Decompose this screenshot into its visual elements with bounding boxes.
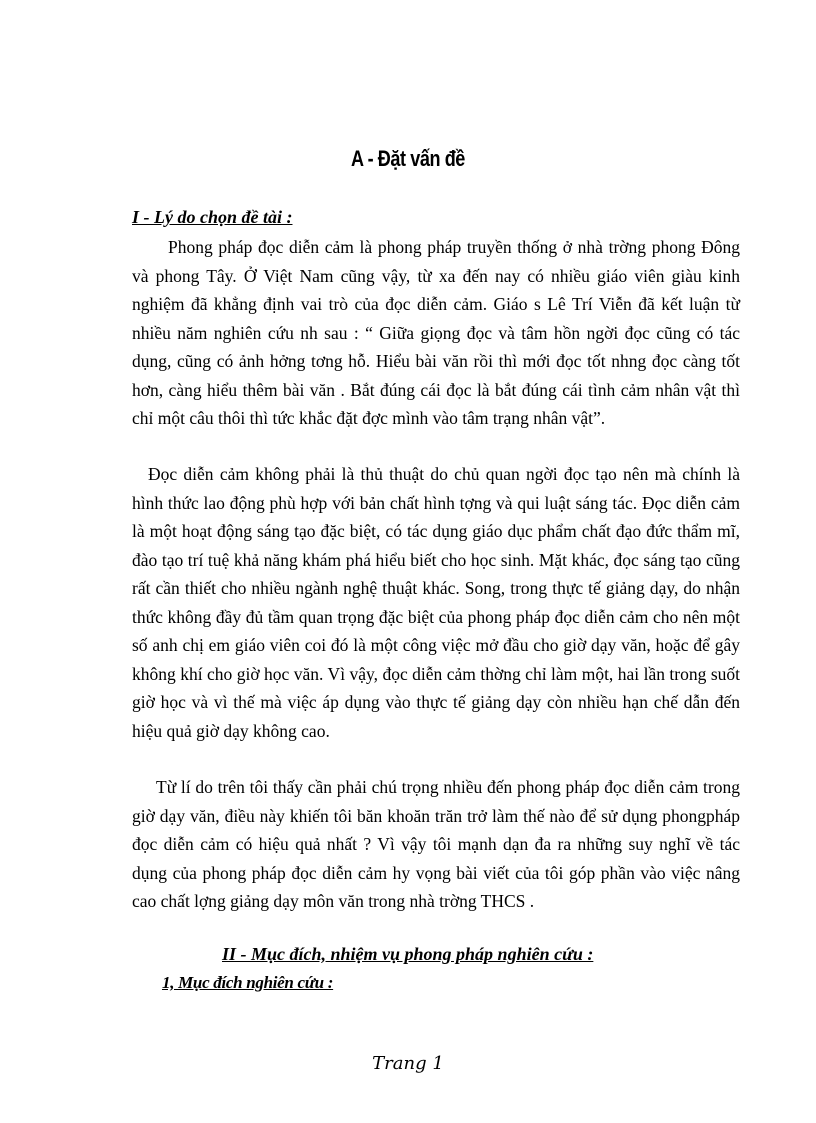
document-title: A - Đặt vấn đề bbox=[351, 146, 465, 171]
section-heading-reason: I - Lý do chọn đề tài : bbox=[132, 207, 293, 227]
section-heading-purpose: II - Mục đích, nhiệm vụ phong pháp nghiên cứu : bbox=[222, 944, 594, 964]
paragraph: Phong pháp đọc diễn cảm là phong pháp truyền thống ở nhà trờng phong Đông và phong Tây. Ở Việt Nam cũng vậy, từ xa đến nay có nhiều giáo viên giàu kinh nghiệm đã khẳng định vai trò của đọc diễn cảm. Giáo s Lê Trí Viễn đã kết luận từ nhiều năm nghiên cứu nh sau : “ Giữa giọng đọc và tâm hồn ngời đọc cũng có tác dụng, cũng có ảnh hởng tơng hỗ. Hiểu bài văn rồi thì mới đọc tốt nhng đọc càng tốt hơn, càng hiểu thêm bài văn . Bắt đúng cái đọc là bắt đúng cái tình cảm nhân vật thì chỉ một câu thôi thì tức khắc đặt đợc mình vào tâm trạng nhân vật”. bbox=[132, 237, 740, 428]
paragraph: Đọc diễn cảm không phải là thủ thuật do chủ quan ngời đọc tạo nên mà chính là hình thức lao động phù hợp với bản chất hình tợng và qui luật sáng tác. Đọc diễn cảm là một hoạt động sáng tạo đặc biệt, có tác dụng giáo dục phẩm chất đạo đức thẩm mĩ, đào tạo trí tuệ khả năng khám phá hiểu biết cho học sinh. Mặt khác, đọc sáng tạo cũng rất cần thiết cho nhiều ngành nghệ thuật khác. Song, trong thực tế giảng dạy, do nhận thức không đầy đủ tầm quan trọng đặc biệt của phong pháp đọc diễn cảm cho nên một số anh chị em giáo viên coi đó là một công việc mở đầu cho giờ dạy văn, hoặc để gây không khí cho giờ học văn. Vì vậy, đọc diễn cảm thờng chỉ làm một, hai lần trong suốt giờ học và vì thế mà việc áp dụng vào thực tế giảng dạy còn nhiều hạn chế dẫn đến hiệu quả giờ dạy không cao. bbox=[132, 464, 740, 741]
page-number-footer: Trang 1 bbox=[372, 1053, 444, 1074]
subsection-heading-research-purpose: 1, Mục đích nghiên cứu : bbox=[162, 973, 334, 992]
paragraph: Từ lí do trên tôi thấy cần phải chú trọng nhiều đến phong pháp đọc diễn cảm trong giờ dạy văn, điều này khiến tôi băn khoăn trăn trở làm thế nào để sử dụng phongpháp đọc diễn cảm có hiệu quả nhất ? Vì vậy tôi mạnh dạn đa ra những suy nghĩ về tác dụng của phong pháp đọc diễn cảm hy vọng bài viết của tôi góp phần vào việc nâng cao chất lợng giảng dạy môn văn trong nhà trờng THCS . bbox=[132, 777, 740, 911]
